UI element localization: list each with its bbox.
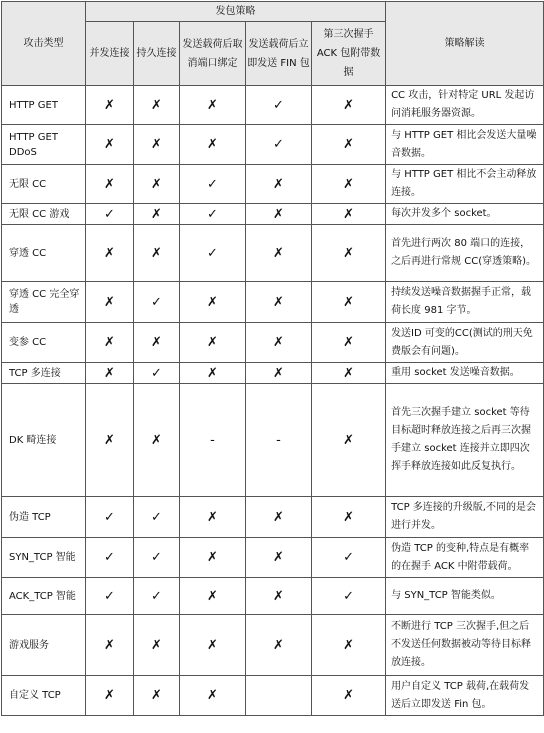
strategy-mark-cell: ✗: [134, 384, 180, 497]
strategy-mark-cell: ✗: [312, 676, 386, 716]
strategy-mark-cell: ✗: [246, 363, 312, 384]
table-row: [2, 578, 544, 615]
strategy-mark-cell: ✗: [86, 323, 134, 363]
header-strategy-explanation: 策略解读: [386, 2, 544, 86]
header-attack-type: 攻击类型: [2, 2, 86, 86]
strategy-mark-cell: ✗: [86, 615, 134, 676]
strategy-mark-cell: ✗: [86, 676, 134, 716]
header-col-ack-payload: 第三次握手 ACK 包附带数据: [312, 22, 386, 86]
strategy-mark-cell: ✓: [246, 86, 312, 125]
strategy-mark-cell: ✗: [246, 165, 312, 204]
strategy-mark-cell: ✗: [246, 282, 312, 323]
table-row: [2, 225, 544, 282]
strategy-mark-cell: ✓: [180, 225, 246, 282]
strategy-mark-cell: ✗: [134, 676, 180, 716]
strategy-mark-cell: ✓: [134, 282, 180, 323]
attack-type-cell: ACK_TCP 智能: [2, 578, 86, 615]
strategy-mark-cell: ✗: [86, 165, 134, 204]
strategy-mark-cell: ✗: [246, 225, 312, 282]
header-col-concurrent: 并发连接: [86, 22, 134, 86]
attack-type-cell: 伪造 TCP: [2, 497, 86, 538]
strategy-mark-cell: ✗: [312, 125, 386, 165]
strategy-description-cell: 重用 socket 发送噪音数据。: [386, 363, 544, 384]
strategy-mark-cell: -: [246, 384, 312, 497]
table-row: [2, 615, 544, 676]
strategy-mark-cell: ✗: [180, 578, 246, 615]
strategy-description-cell: CC 攻击，针对特定 URL 发起访问消耗服务器资源。: [386, 86, 544, 125]
header-col-persistent: 持久连接: [134, 22, 180, 86]
strategy-description-cell: 首先进行两次 80 端口的连接，之后再进行常规 CC(穿透策略)。: [386, 225, 544, 282]
attack-type-cell: TCP 多连接: [2, 363, 86, 384]
strategy-mark-cell: ✗: [246, 615, 312, 676]
attack-type-cell: 变参 CC: [2, 323, 86, 363]
attack-type-cell: HTTP GET: [2, 86, 86, 125]
attack-type-cell: 穿透 CC 完全穿透: [2, 282, 86, 323]
table-row: [2, 282, 544, 323]
strategy-mark-cell: ✗: [312, 165, 386, 204]
strategy-description-cell: 首先三次握手建立 socket 等待目标超时释放连接之后再三次握手建立 socket 连接并立即四次挥手释放连接如此反复执行。: [386, 384, 544, 497]
strategy-description-cell: 持续发送噪音数据握手正常，载荷长度 981 字节。: [386, 282, 544, 323]
attack-type-cell: SYN_TCP 智能: [2, 538, 86, 578]
table-row: [2, 538, 544, 578]
strategy-mark-cell: ✗: [180, 125, 246, 165]
strategy-mark-cell: ✗: [86, 282, 134, 323]
strategy-description-cell: 用户自定义 TCP 载荷,在载荷发送后立即发送 Fin 包。: [386, 676, 544, 716]
strategy-mark-cell: ✗: [86, 363, 134, 384]
strategy-mark-cell: ✓: [312, 538, 386, 578]
strategy-description-cell: 与 SYN_TCP 智能类似。: [386, 578, 544, 615]
strategy-mark-cell: ✗: [180, 676, 246, 716]
strategy-mark-cell: ✓: [134, 497, 180, 538]
table-row: [2, 363, 544, 384]
strategy-mark-cell: ✗: [312, 615, 386, 676]
strategy-mark-cell: ✗: [134, 125, 180, 165]
header-col-unbind-port: 发送载荷后取消端口绑定: [180, 22, 246, 86]
strategy-mark-cell: ✓: [180, 204, 246, 225]
strategy-mark-cell: ✗: [180, 86, 246, 125]
attack-strategy-table: [1, 1, 544, 716]
strategy-mark-cell: ✓: [134, 538, 180, 578]
strategy-description-cell: 与 HTTP GET 相比会发送大量噪音数据。: [386, 125, 544, 165]
strategy-mark-cell: ✗: [180, 615, 246, 676]
attack-type-cell: 穿透 CC: [2, 225, 86, 282]
strategy-mark-cell: ✗: [180, 363, 246, 384]
strategy-description-cell: TCP 多连接的升级版,不同的是会进行并发。: [386, 497, 544, 538]
strategy-mark-cell: -: [180, 384, 246, 497]
strategy-mark-cell: ✗: [312, 323, 386, 363]
strategy-mark-cell: ✗: [180, 282, 246, 323]
strategy-description-cell: 每次并发多个 socket。: [386, 204, 544, 225]
strategy-mark-cell: ✓: [86, 578, 134, 615]
strategy-mark-cell: ✗: [312, 497, 386, 538]
table-row: [2, 497, 544, 538]
strategy-mark-cell: ✗: [134, 86, 180, 125]
strategy-mark-cell: ✓: [86, 538, 134, 578]
strategy-mark-cell: ✗: [246, 578, 312, 615]
strategy-mark-cell: ✗: [134, 225, 180, 282]
header-packet-strategy: 发包策略: [86, 2, 386, 22]
strategy-mark-cell: ✗: [134, 323, 180, 363]
attack-type-cell: DK 畸连接: [2, 384, 86, 497]
attack-type-cell: 无限 CC: [2, 165, 86, 204]
attack-type-cell: 自定义 TCP: [2, 676, 86, 716]
strategy-description-cell: 与 HTTP GET 相比不会主动释放连接。: [386, 165, 544, 204]
strategy-mark-cell: ✓: [246, 125, 312, 165]
strategy-description-cell: 伪造 TCP 的变种,特点是有概率的在握手 ACK 中附带载荷。: [386, 538, 544, 578]
strategy-mark-cell: ✗: [134, 165, 180, 204]
table-row: [2, 676, 544, 716]
attack-type-cell: 游戏服务: [2, 615, 86, 676]
strategy-mark-cell: ✗: [246, 204, 312, 225]
table-row: [2, 86, 544, 125]
attack-type-cell: 无限 CC 游戏: [2, 204, 86, 225]
strategy-mark-cell: ✗: [86, 86, 134, 125]
header-col-send-fin: 发送载荷后立即发送 FIN 包: [246, 22, 312, 86]
strategy-mark-cell: ✗: [312, 225, 386, 282]
table-row: [2, 165, 544, 204]
strategy-mark-cell: ✗: [312, 384, 386, 497]
table-row: [2, 204, 544, 225]
strategy-mark-cell: ✗: [134, 204, 180, 225]
strategy-mark-cell: ✓: [134, 363, 180, 384]
strategy-mark-cell: [246, 676, 312, 716]
strategy-mark-cell: ✗: [312, 282, 386, 323]
strategy-mark-cell: ✗: [86, 225, 134, 282]
strategy-mark-cell: ✗: [246, 497, 312, 538]
strategy-mark-cell: ✗: [246, 323, 312, 363]
strategy-mark-cell: ✓: [312, 578, 386, 615]
strategy-mark-cell: ✗: [86, 125, 134, 165]
strategy-mark-cell: ✗: [86, 384, 134, 497]
strategy-description-cell: 发送ID 可变的CC(测试的刑天免费版会有问题)。: [386, 323, 544, 363]
table-row: [2, 323, 544, 363]
strategy-mark-cell: ✗: [180, 323, 246, 363]
strategy-description-cell: 不断进行 TCP 三次握手,但之后不发送任何数据被动等待目标释放连接。: [386, 615, 544, 676]
strategy-mark-cell: ✗: [180, 497, 246, 538]
strategy-mark-cell: ✓: [134, 578, 180, 615]
table-row: [2, 384, 544, 497]
strategy-mark-cell: ✗: [312, 204, 386, 225]
table-row: [2, 125, 544, 165]
attack-type-cell: HTTP GET DDoS: [2, 125, 86, 165]
strategy-mark-cell: ✗: [134, 615, 180, 676]
strategy-mark-cell: ✗: [246, 538, 312, 578]
strategy-mark-cell: ✗: [312, 86, 386, 125]
strategy-mark-cell: ✗: [312, 363, 386, 384]
strategy-mark-cell: ✗: [180, 538, 246, 578]
strategy-mark-cell: ✓: [180, 165, 246, 204]
strategy-mark-cell: ✓: [86, 204, 134, 225]
strategy-mark-cell: ✓: [86, 497, 134, 538]
